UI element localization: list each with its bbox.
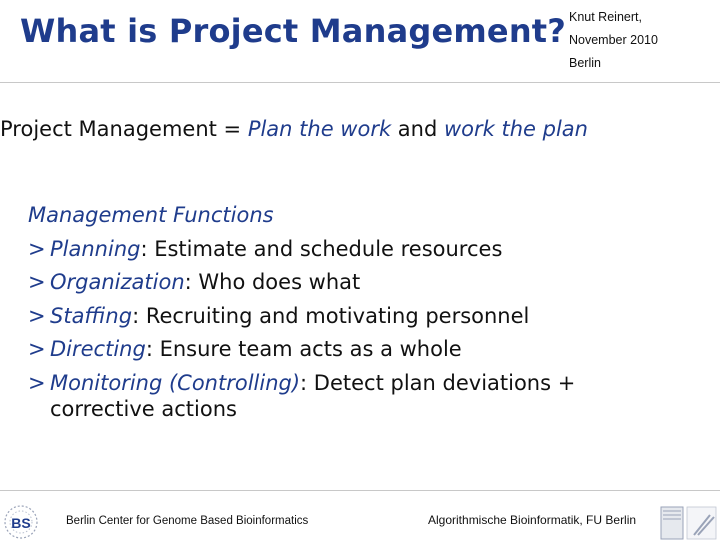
header-meta [569,6,658,75]
definition-highlight-work: work the plan [443,117,588,141]
svg-text:BS: BS [11,515,31,531]
fu-berlin-logo-icon [660,505,718,540]
author-name: Knut Reinert, [569,10,642,24]
bullet-marker: > [28,270,46,294]
footer-left-text: Berlin Center for Genome Based Bioinformatics [66,515,309,527]
definition-connector: and [391,117,444,141]
function-desc: : Estimate and schedule resources [140,236,503,261]
function-term: Monitoring (Controlling) [50,370,301,395]
function-desc: : Recruiting and motivating personnel [132,303,530,328]
bullet-marker: > [28,370,46,395]
footer-right-text: Algorithmische Bioinformatik, FU Berlin [428,513,637,527]
bullet-marker: > [28,303,46,328]
function-term: Staffing [50,303,133,328]
bullet-marker: > [28,337,46,361]
list-item-directing [28,333,575,367]
function-desc-continuation: corrective actions [50,397,237,421]
bullet-marker: > [28,236,46,261]
definition-prefix: Project Management = [0,117,248,141]
management-functions [28,199,575,422]
list-item-monitoring [28,367,575,423]
presentation-location: Berlin [569,56,601,70]
function-term: Organization [50,270,185,294]
list-item-organization [28,266,575,300]
presentation-date: November 2010 [569,33,658,47]
bcb-logo-icon [0,500,42,540]
function-desc: : Ensure team acts as a whole [145,337,462,361]
function-term: Directing [50,337,146,361]
definition-line [0,117,588,141]
list-item-planning [28,233,575,267]
footer-divider [0,490,720,491]
definition-highlight-plan: Plan the work [247,117,392,141]
list-item-staffing [28,300,575,334]
function-term: Planning [50,236,141,261]
function-desc: : Detect plan deviations + [300,370,576,395]
functions-list [28,233,575,423]
function-desc: : Who does what [184,270,361,294]
page-title: What is Project Management? [20,12,567,50]
header-divider [0,82,720,83]
functions-heading: Management Functions [28,203,274,227]
